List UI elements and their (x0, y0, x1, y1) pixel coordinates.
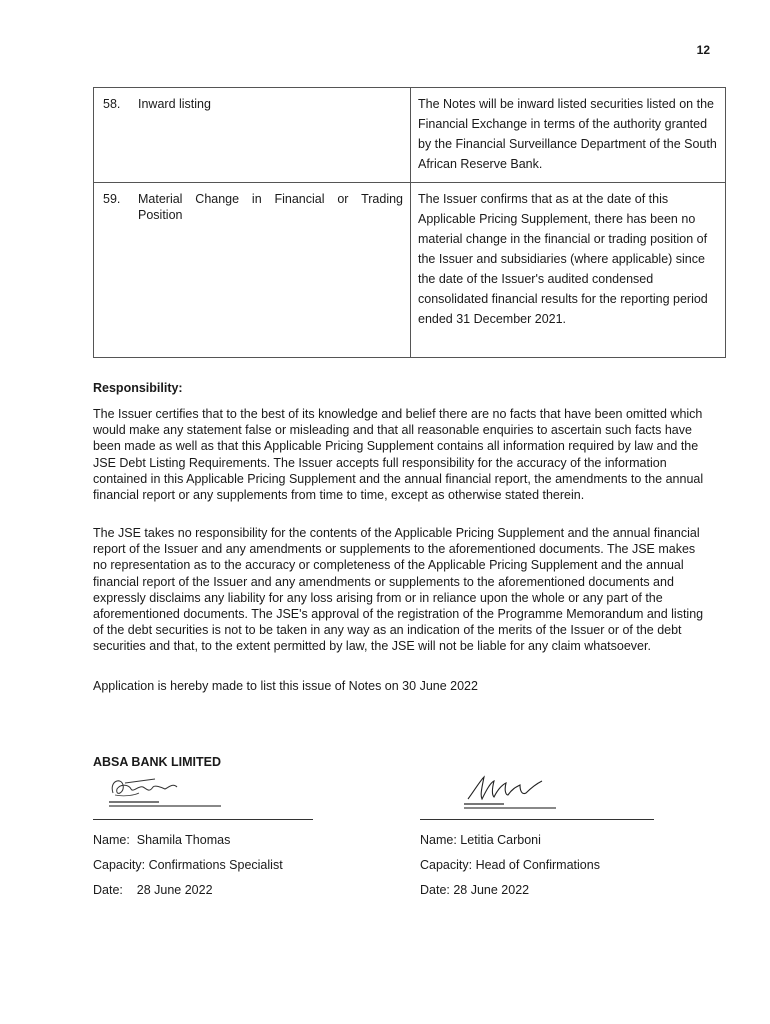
table-row (94, 88, 726, 183)
page-number: 12 (696, 43, 710, 57)
signature-letitia-carboni (460, 773, 560, 817)
term-label: Inward listing (138, 97, 211, 111)
term-value: The Issuer confirms that as at the date of this Applicable Pricing Supplement, there has been no material change in the financial or trading position of the Issuer and subsidiaries (where applicable) since the date of the Issuer's audited condensed consolidated financial results for the reporting period ended 31 December 2021. (411, 183, 726, 358)
term-label-cell (94, 88, 411, 183)
jse-disclaimer-paragraph: The JSE takes no responsibility for the contents of the Applicable Pricing Supplement and the annual financial report of the Issuer and any amendments or supplements to the aforementioned documents. The JSE makes no representation as to the accuracy or completeness of the Applicable Pricing Supplement and the annual financial report of the Issuer and any amendments or supplements to the aforementioned documents and expressly disclaims any liability for any loss arising from or in reliance upon the whole or any part of the aforementioned documents. The JSE's approval of the registration of the Programme Memorandum and listing of the debt securities is not to be taken in any way as an indication of the merits of the Issuer or of the debt securities and that, to the extent permitted by law, the JSE will not be liable for any claim whatsoever. (93, 526, 704, 654)
term-label: Material Change in Financial or Trading Position (138, 192, 403, 222)
signatory-capacity: Capacity: Head of Confirmations (420, 858, 600, 872)
signature-line (93, 819, 313, 820)
signatory-date: Date: 28 June 2022 (420, 883, 530, 897)
signature-shamila-thomas (95, 773, 225, 817)
responsibility-paragraph: The Issuer certifies that to the best of its knowledge and belief there are no facts that have been omitted which would make any statement false or misleading and that all reasonable enquiries to ascertain such facts have been made as well as that this Applicable Pricing Supplement contains all information required by law and the JSE Debt Listing Requirements. The Issuer accepts full responsibility for the accuracy of the information contained in this Applicable Pricing Supplement and the annual financial report, the amendments to the annual financial report or any supplements from time to time, except as otherwise stated therein. (93, 407, 704, 503)
issuer-name: ABSA BANK LIMITED (93, 755, 222, 769)
responsibility-heading: Responsibility: (93, 381, 183, 395)
table-row (94, 183, 726, 358)
terms-table (93, 87, 726, 358)
signatory-capacity: Capacity: Confirmations Specialist (93, 858, 283, 872)
application-statement: Application is hereby made to list this issue of Notes on 30 June 2022 (93, 679, 478, 693)
term-value: The Notes will be inward listed securities listed on the Financial Exchange in terms of the authority granted by the Financial Surveillance Department of the South African Reserve Bank. (411, 88, 726, 183)
signatory-date: Date: 28 June 2022 (93, 883, 213, 897)
term-number: 58. (103, 97, 121, 111)
signatory-name: Name: Letitia Carboni (420, 833, 541, 847)
term-number: 59. (103, 192, 121, 206)
signature-line (420, 819, 654, 820)
term-label-cell (94, 183, 411, 358)
signatory-name: Name: Shamila Thomas (93, 833, 231, 847)
